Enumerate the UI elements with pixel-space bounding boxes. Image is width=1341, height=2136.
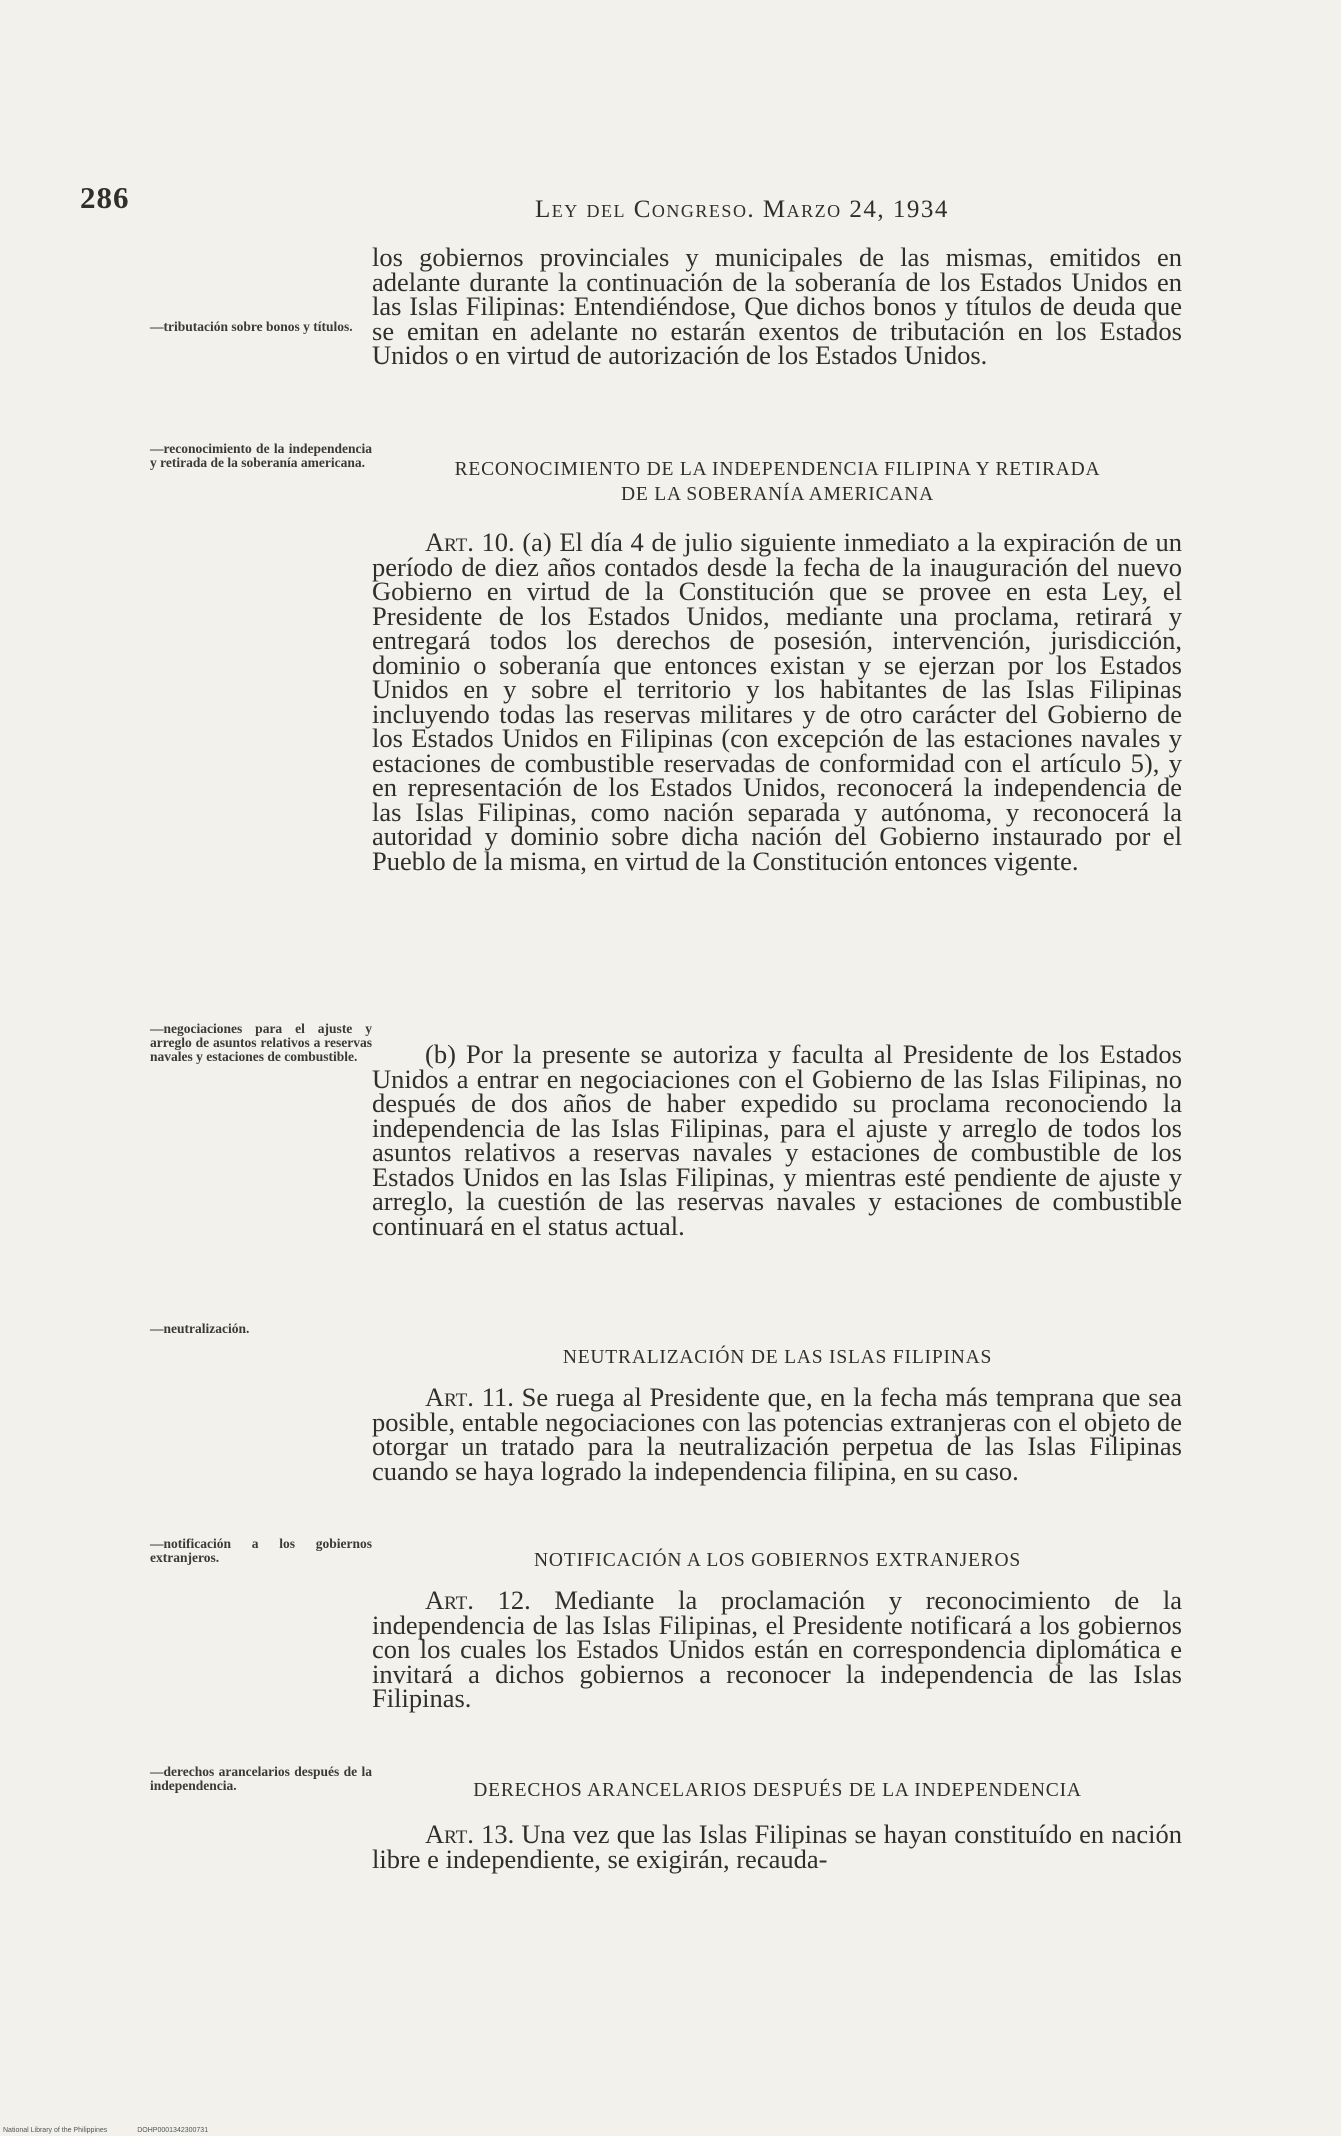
art12-text: Mediante la proclamación y reconocimiento de la independencia de las Islas Filipinas, el Presidente notificará a los gobiernos con los cuales los Estados Unidos están en correspondencia diplomática e invitará a dichos gobiernos a reconocer la independencia de las Islas Filipinas. (372, 1585, 1183, 1713)
section-head-derechos: DERECHOS ARANCELARIOS DESPUÉS DE LA INDEPENDENCIA (473, 1780, 1082, 1801)
paragraph-art11 (372, 1382, 1182, 1486)
margin-note-negociaciones: —negociaciones para el ajuste y arreglo de asuntos relativos a reservas navales y estaciones de combustible. (150, 1021, 372, 1064)
paragraph-art10b: (b) Por la presente se autoriza y faculta al Presidente de los Estados Unidos a entrar en negociaciones con el Gobierno de las Islas Filipinas, no después de dos años de haber expedido su proclama reconociendo la independencia de las Islas Filipinas, para el ajuste y arreglo de todos los asuntos relativos a reservas navales y estaciones de combustible de los Estados Unidos en las Islas Filipinas, y mientras esté pendiente de ajuste y arreglo, la cuestión de las reservas navales y estaciones de combustible continuará en el status actual. (372, 1039, 1182, 1241)
section-head-neutralizacion: NEUTRALIZACIÓN DE LAS ISLAS FILIPINAS (562, 1347, 993, 1368)
art10a-text: (a) El día 4 de julio siguiente inmediato a la expiración de un período de diez años contados desde la fecha de la inauguración del nuevo Gobierno en virtud de la Constitución que se provee en esta Ley, el Presidente de los Estados Unidos, mediante una proclama, retirará y entregará todos los derechos de posesión, intervención, jurisdicción, dominio o soberanía que entonces existan y se ejerzan por los Estados Unidos en y sobre el territorio y los habitantes de las Islas Filipinas incluyendo todas las reservas militares y de otro carácter del Gobierno de los Estados Unidos en Filipinas (con excepción de las estaciones navales y estaciones de combustible reservadas de conformidad con el artículo 5), y en representación de los Estados Unidos, reconocerá la independencia de las Islas Filipinas, como nación separada y autónoma, y reconocerá la autoridad y dominio sobre dicha nación del Gobierno instaurado por el Pueblo de la misma, en virtud de la Constitución entonces vigente. (372, 527, 1183, 876)
paragraph-art12 (372, 1585, 1183, 1713)
art11-label: Art. 11. (425, 1382, 514, 1412)
page-number: 286 (80, 180, 130, 215)
footer-id: DOHP0001342300731 (137, 2127, 209, 2134)
art10-label: Art. 10. (425, 527, 515, 557)
section-head-notificacion: NOTIFICACIÓN A LOS GOBIERNOS EXTRANJEROS (533, 1550, 1022, 1571)
margin-note-tributacion: —tributación sobre bonos y títulos. (150, 319, 353, 334)
margin-note-neutralizacion: —neutralización. (150, 1321, 250, 1336)
paragraph-art13 (372, 1819, 1183, 1874)
margin-note-derechos: —derechos arancelarios después de la independencia. (150, 1764, 372, 1793)
section-head-reconocimiento-line1: RECONOCIMIENTO DE LA INDEPENDENCIA FILIPINA Y RETIRADA (454, 459, 1101, 480)
art13-text: Una vez que las Islas Filipinas se hayan constituído en nación libre e independiente, se exigirán, recauda- (372, 1819, 1183, 1874)
art11-text: Se ruega al Presidente que, en la fecha más temprana que sea posible, entable negociaciones con las potencias extranjeras con el objeto de otorgar un tratado para la neutralización perpetua de las Islas Filipinas cuando se haya logrado la independencia filipina, en su caso. (372, 1382, 1182, 1486)
art13-label: Art. 13. (425, 1819, 515, 1849)
art12-label: Art. 12. (425, 1585, 531, 1615)
running-head: Ley del Congreso. Marzo 24, 1934 (535, 196, 949, 223)
footer-library: National Library of the Philippines (3, 2127, 108, 2134)
margin-note-notificacion: —notificación a los gobiernos extranjeros. (150, 1536, 372, 1565)
section-head-reconocimiento (375, 457, 1180, 507)
margin-note-reconocimiento: —reconocimiento de la independencia y retirada de la soberanía americana. (150, 441, 372, 470)
paragraph-continuation: los gobiernos provinciales y municipales de las mismas, emitidos en adelante durante la continuación de la soberanía de los Estados Unidos en las Islas Filipinas: Entendiéndose, Que dichos bonos y títulos de deuda que se emitan en adelante no estarán exentos de tributación en los Estados Unidos o en virtud de autorización de los Estados Unidos. (372, 242, 1182, 370)
footer (3, 2127, 236, 2134)
section-head-reconocimiento-line2: DE LA SOBERANÍA AMERICANA (620, 484, 935, 505)
paragraph-art10a (372, 527, 1183, 876)
